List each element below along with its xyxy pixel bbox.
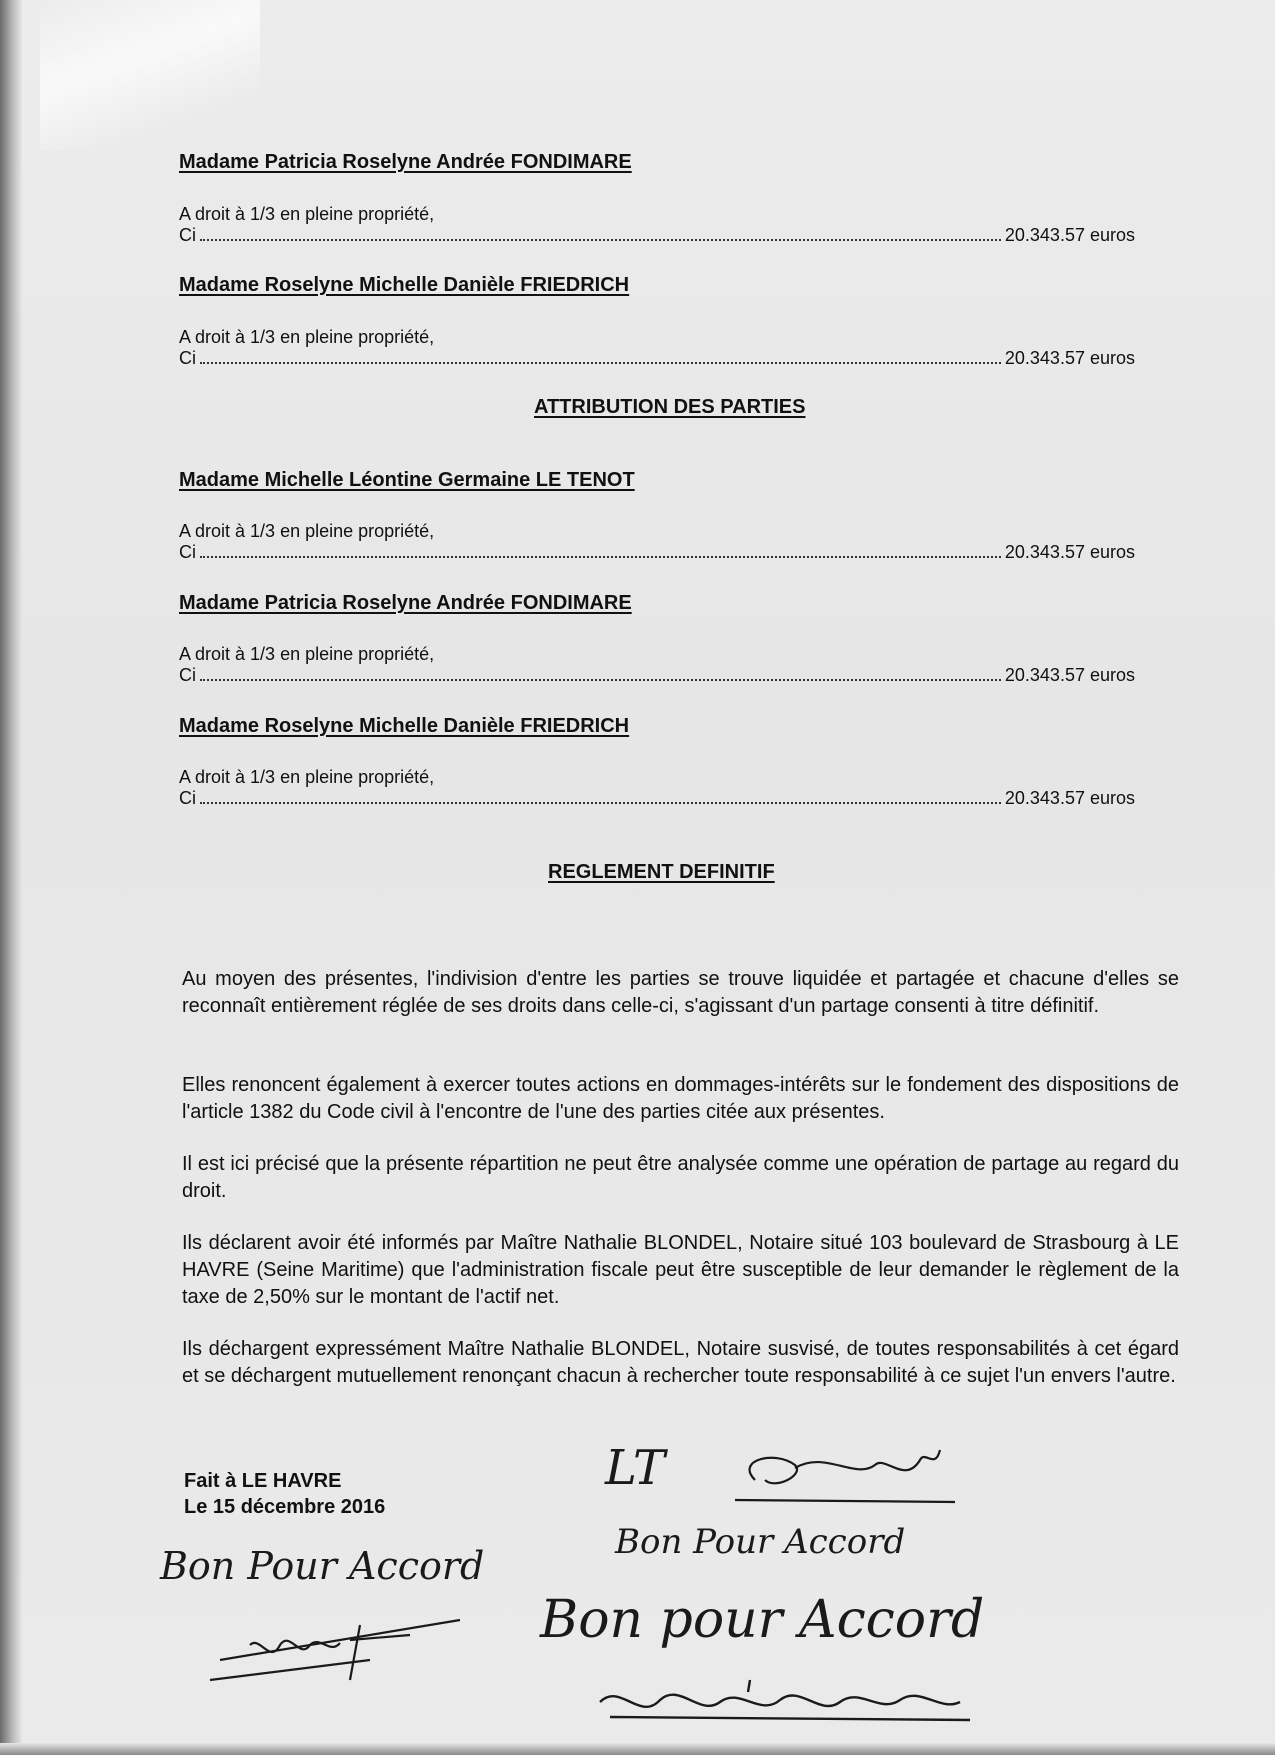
ci-label: Ci (179, 665, 196, 685)
heir-name: Madame Patricia Roselyne Andrée FONDIMARE (179, 592, 632, 614)
amount: 20.343.57 euros (1004, 225, 1135, 245)
dot-leader (200, 788, 1001, 804)
heir-amount-line (179, 225, 1135, 249)
ci-label: Ci (179, 788, 196, 808)
heir-right: A droit à 1/3 en pleine propriété, (179, 204, 435, 224)
place-line: Fait à LE HAVRE (184, 1470, 342, 1492)
heir-right: A droit à 1/3 en pleine propriété, (179, 327, 435, 347)
amount: 20.343.57 euros (1004, 542, 1135, 562)
heir-amount-line (179, 348, 1135, 372)
heir-name: Madame Michelle Léontine Germaine LE TENOT (179, 469, 635, 491)
handwritten-initials: LT (605, 1440, 665, 1496)
scan-edge-left (0, 0, 22, 1755)
heir-name: Madame Roselyne Michelle Danièle FRIEDRICH (179, 274, 630, 296)
paragraph: Il est ici précisé que la présente répartition ne peut être analysée comme une opération de partage au regard du droit. (182, 1153, 1179, 1202)
paragraph: Ils déchargent expressément Maître Nathalie BLONDEL, Notaire susvisé, de toutes responsabilités à cet égard et se déchargent mutuellement renonçant chacun à rechercher toute responsabilité à ce sujet l'un envers l'autre. (182, 1338, 1179, 1387)
dot-leader (200, 348, 1001, 364)
heir-amount-line (179, 788, 1135, 812)
paragraph: Au moyen des présentes, l'indivision d'entre les parties se trouve liquidée et partagée et chacune d'elles se reconnaît entièrement réglée de ses droits dans celle-ci, s'agissant d'un partage consenti à titre définitif. (182, 968, 1179, 1017)
signature-fondimare (210, 1605, 470, 1685)
paper-fold (40, 0, 260, 150)
signature-le-tenot (735, 1440, 965, 1510)
dot-leader (200, 542, 1001, 558)
handwritten-mention: Bon pour Accord (540, 1590, 985, 1650)
section-title-reglement: REGLEMENT DEFINITIF (548, 861, 775, 883)
heir-right: A droit à 1/3 en pleine propriété, (179, 767, 435, 787)
amount: 20.343.57 euros (1004, 348, 1135, 368)
heir-right: A droit à 1/3 en pleine propriété, (179, 521, 435, 541)
heir-amount-line (179, 665, 1135, 689)
heir-name: Madame Roselyne Michelle Danièle FRIEDRICH (179, 715, 630, 737)
heir-amount-line (179, 542, 1135, 566)
scan-edge-bottom (0, 1743, 1275, 1755)
paragraph: Ils déclarent avoir été informés par Maître Nathalie BLONDEL, Notaire situé 103 boulevard de Strasbourg à LE HAVRE (Seine Maritime) que l'administration fiscale peut être susceptible de leur demander le règlement de la taxe de 2,50% sur le montant de l'actif net. (182, 1232, 1179, 1308)
dot-leader (200, 225, 1001, 241)
ci-label: Ci (179, 348, 196, 368)
section-title-attribution: ATTRIBUTION DES PARTIES (534, 396, 806, 418)
handwritten-mention: Bon Pour Accord (160, 1544, 485, 1588)
date-line: Le 15 décembre 2016 (184, 1496, 386, 1518)
heir-right: A droit à 1/3 en pleine propriété, (179, 644, 435, 664)
handwritten-mention: Bon Pour Accord (615, 1522, 906, 1562)
signature-friedrich (600, 1672, 980, 1732)
amount: 20.343.57 euros (1004, 665, 1135, 685)
paragraph: Elles renoncent également à exercer toutes actions en dommages-intérêts sur le fondement des dispositions de l'article 1382 du Code civil à l'encontre de l'une des parties citée aux présentes. (182, 1074, 1179, 1123)
ci-label: Ci (179, 542, 196, 562)
amount: 20.343.57 euros (1004, 788, 1135, 808)
heir-name: Madame Patricia Roselyne Andrée FONDIMARE (179, 151, 632, 173)
dot-leader (200, 665, 1001, 681)
ci-label: Ci (179, 225, 196, 245)
